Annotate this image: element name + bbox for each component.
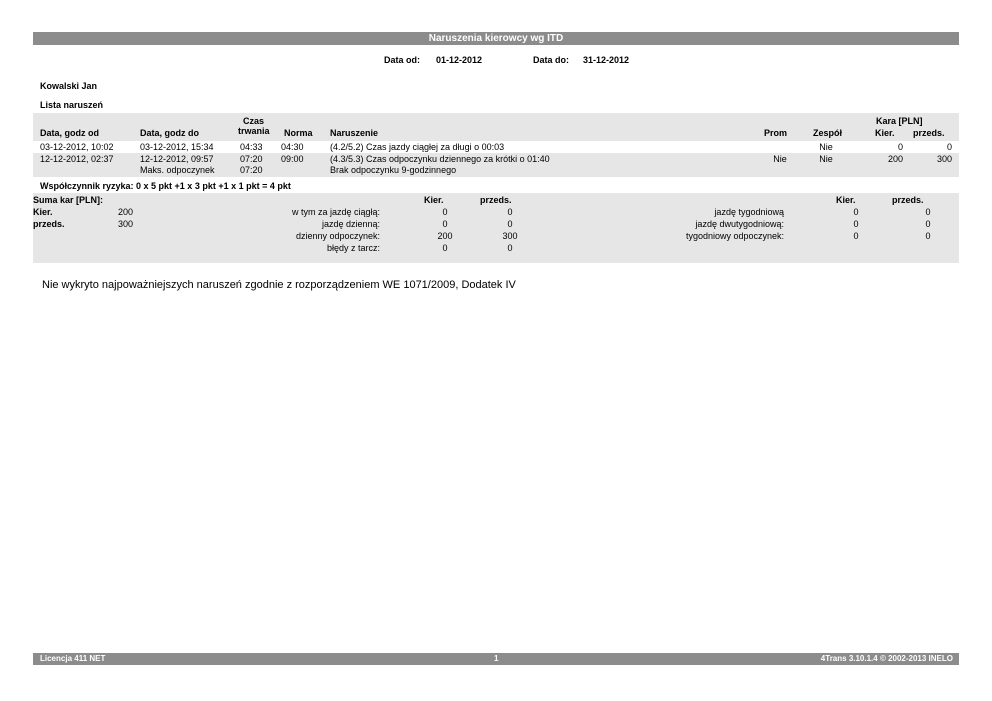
row-team: Nie [819,142,833,152]
summary-title: Suma kar [PLN]: [33,195,104,205]
row-date-to: 12-12-2012, 09:57 [140,154,214,164]
row-date-from: 03-12-2012, 10:02 [40,142,114,152]
row-fine-driver: 0 [897,142,903,152]
section-title: Lista naruszeń [40,100,104,110]
driver-name: Kowalski Jan [40,81,98,91]
compliance-note: Nie wykryto najpoważniejszych naruszeń zgodnie z rozporządzeniem WE 1071/2009, Dodatek IV [42,279,516,291]
header-duration-line1: Czas [243,116,265,126]
summary-item-label: jazdę dwutygodniową: [695,219,784,229]
header-date-to: Data, godz do [140,128,199,138]
header-fine-group: Kara [PLN] [876,116,923,126]
header-fine-company: przeds. [913,128,945,138]
header-violation: Naruszenie [330,128,379,138]
footer-version: 4Trans 3.10.1.4 © 2002-2013 INELO [820,654,953,663]
row-date-from: 12-12-2012, 02:37 [40,154,114,164]
row-fine-company: 0 [946,142,952,152]
risk-factor: Współczynnik ryzyka: 0 x 5 pkt +1 x 3 pkt +1 x 1 pkt = 4 pkt [40,181,291,191]
summary-item-company: 300 [502,231,518,241]
summary-item-company: 0 [507,243,513,253]
summary-item-driver: 0 [853,231,859,241]
header-norm: Norma [284,128,313,138]
summary-company-total: 300 [118,219,134,229]
date-to-label: Data do: [533,55,569,65]
summary-driver-total: 200 [118,207,134,217]
row-duration: 07:20 [240,154,263,164]
header-date-from: Data, godz od [40,128,99,138]
summary-item-driver: 200 [437,231,453,241]
row-norm: 04:30 [281,142,304,152]
footer-page-number: 1 [494,654,499,663]
row-team: Nie [819,154,833,164]
summary-item-company: 0 [925,231,931,241]
header-team: Zespół [813,128,843,138]
row-violation: (4.3/5.3) Czas odpoczynku dziennego za krótki o 01:40 [330,154,550,164]
row-sub-duration: 07:20 [240,165,263,175]
summary-item-label: błędy z tarcz: [326,243,380,253]
row-date-to: 03-12-2012, 15:34 [140,142,214,152]
summary-col-company-right: przeds. [892,195,924,205]
summary-item-label: jazdę dzienną: [321,219,380,229]
page-footer [33,653,959,665]
summary-item-label: w tym za jazdę ciągłą: [291,207,380,217]
header-fine-driver: Kier. [875,128,895,138]
header-prom: Prom [764,128,788,138]
row-fine-company: 300 [936,154,952,164]
summary-item-company: 0 [507,207,513,217]
summary-company-label: przeds. [33,219,65,229]
summary-item-driver: 0 [853,219,859,229]
date-from-value: 01-12-2012 [436,55,483,65]
row-norm: 09:00 [281,154,304,164]
header-duration-line2: trwania [238,126,270,136]
summary-item-driver: 0 [853,207,859,217]
row-fine-driver: 200 [887,154,903,164]
row-sub-label: Maks. odpoczynek [140,165,215,175]
summary-item-label: dzienny odpoczynek: [295,231,380,241]
summary-item-driver: 0 [442,219,448,229]
row-duration: 04:33 [240,142,263,152]
summary-col-driver: Kier. [424,195,444,205]
row-prom: Nie [773,154,787,164]
date-from-label: Data od: [384,55,420,65]
row-violation: (4.2/5.2) Czas jazdy ciągłej za długi o 00:03 [330,142,505,152]
row-sub-violation: Brak odpoczynku 9-godzinnego [330,165,457,175]
report-title: Naruszenia kierowcy wg ITD [33,32,959,45]
summary-driver-label: Kier. [33,207,53,217]
summary-item-driver: 0 [442,207,448,217]
summary-item-label: tygodniowy odpoczynek: [685,231,784,241]
summary-item-company: 0 [925,207,931,217]
date-to-value: 31-12-2012 [583,55,630,65]
summary-item-company: 0 [507,219,513,229]
summary-item-company: 0 [925,219,931,229]
summary-col-driver-right: Kier. [836,195,856,205]
summary-col-company: przeds. [480,195,512,205]
summary-item-label: jazdę tygodniową [714,207,784,217]
footer-license: Licencja 411 NET [40,654,106,663]
summary-item-driver: 0 [442,243,448,253]
